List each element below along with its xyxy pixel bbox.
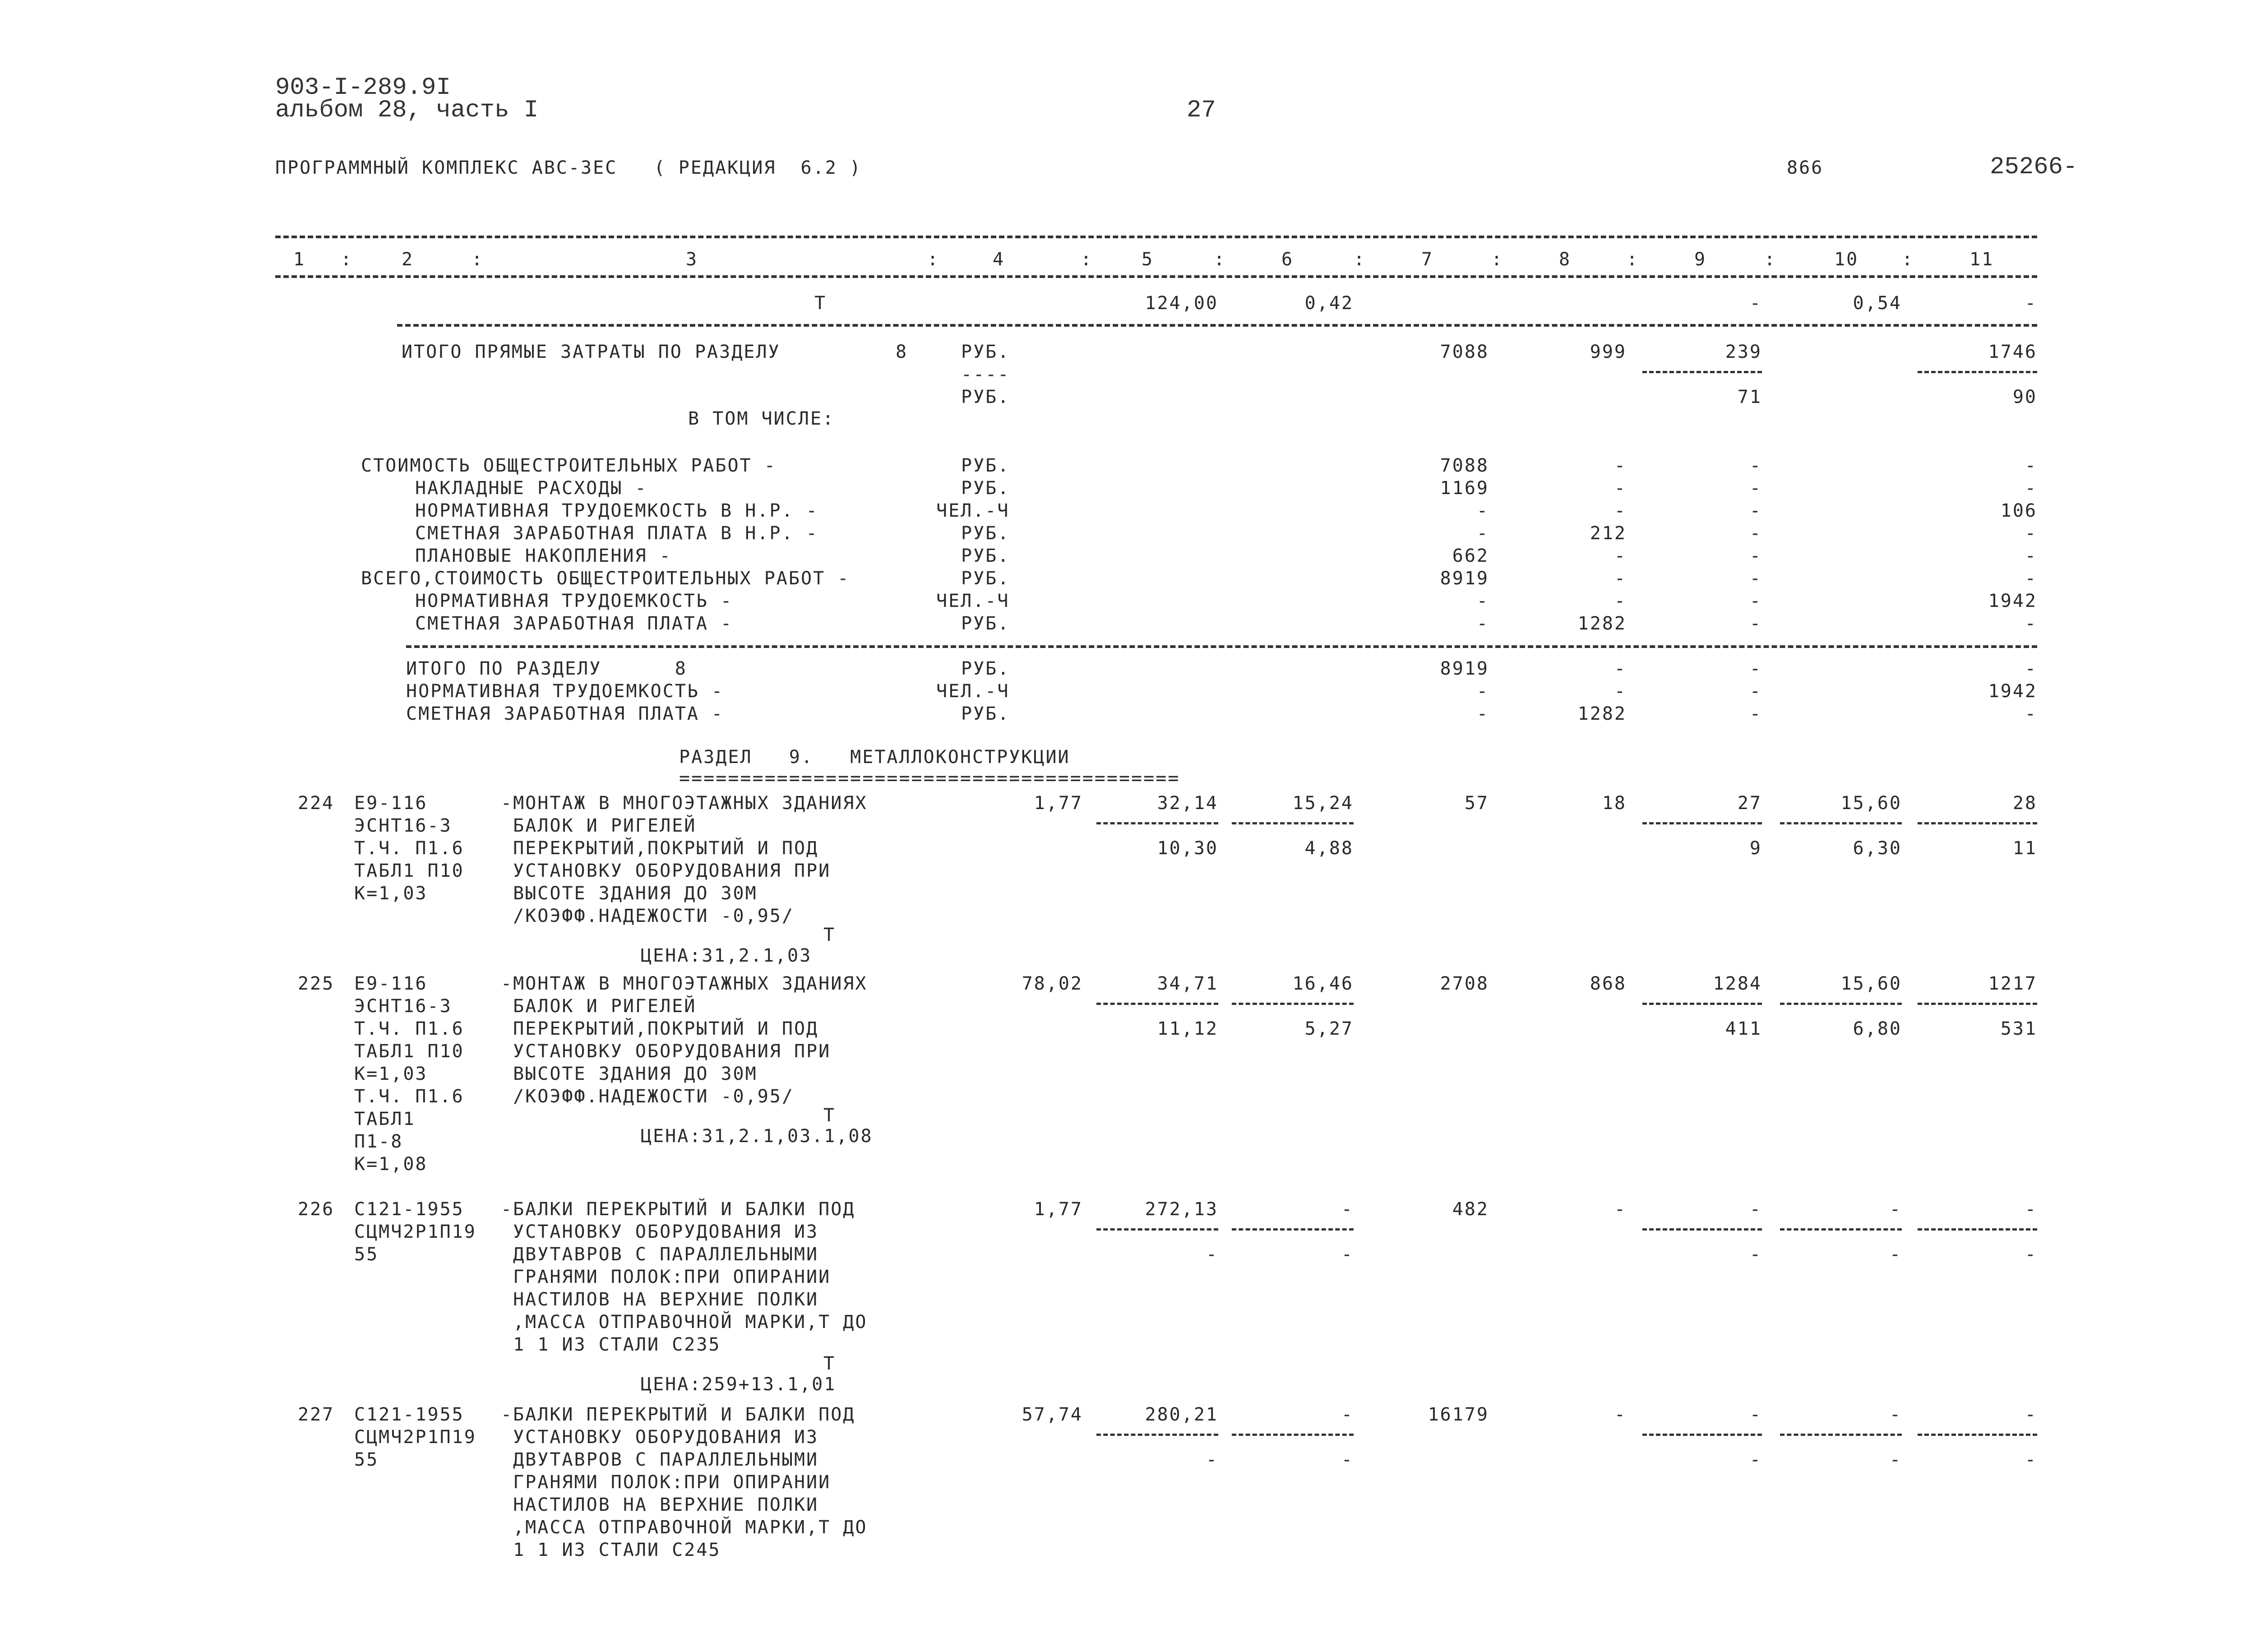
item-c9b-0: 9: [1749, 838, 1762, 859]
item-desc-2-1: УСТАНОВКУ ОБОРУДОВАНИЯ ИЗ: [501, 1222, 819, 1242]
item-c5-1: 34,71: [1157, 973, 1218, 994]
summary-c11-4: -: [2025, 546, 2037, 566]
summary-label-5: ВСЕГО,СТОИМОСТЬ ОБЩЕСТРОИТЕЛЬНЫХ РАБОТ -: [361, 568, 850, 589]
item-desc-3-2: ДВУТАВРОВ С ПАРАЛЛЕЛЬНЫМИ: [501, 1449, 819, 1470]
item-price-1: ЦЕНА:31,2.1,03.1,08: [641, 1126, 873, 1147]
item-rule-c10-0: [1780, 822, 1902, 824]
summary-rule: [406, 645, 2037, 648]
item-c9-0: 27: [1737, 793, 1762, 814]
item-unit-1: Т: [823, 1105, 836, 1126]
summary-unit-0: РУБ.: [961, 455, 1010, 476]
item-code-0-3: ТАБЛ1 П10: [354, 861, 464, 881]
item-unit-0: Т: [823, 925, 836, 945]
item-c10b-3: -: [1889, 1449, 1902, 1470]
summary-unit-7: РУБ.: [961, 613, 1010, 634]
item-rule-c11-0: [1918, 822, 2037, 824]
item-c4-1: 78,02: [1022, 973, 1083, 994]
item-desc-2-5: ,МАССА ОТПРАВОЧНОЙ МАРКИ,Т ДО: [501, 1312, 868, 1333]
item-desc-0-3: УСТАНОВКУ ОБОРУДОВАНИЯ ПРИ: [501, 861, 831, 881]
section-total-c8-1: -: [1614, 681, 1627, 702]
item-desc-3-3: ГРАНЯМИ ПОЛОК:ПРИ ОПИРАНИИ: [501, 1472, 831, 1493]
item-price-0: ЦЕНА:31,2.1,03: [641, 945, 812, 966]
item-c11b-0: 11: [2012, 838, 2037, 859]
column-header-14: 8: [1559, 249, 1572, 270]
item-rule-c9-3: [1642, 1434, 1762, 1436]
item-code-0-1: ЭСНТ16-3: [354, 815, 452, 836]
summary-c11-3: -: [2025, 523, 2037, 544]
item-c6-1: 16,46: [1292, 973, 1354, 994]
section-total-c8-2: 1282: [1577, 703, 1627, 724]
column-header-6: 4: [993, 249, 1005, 270]
section-total-label-2: СМЕТНАЯ ЗАРАБОТНАЯ ПЛАТА -: [406, 703, 724, 724]
item-c8-2: -: [1614, 1199, 1627, 1220]
section-total-unit-2: РУБ.: [961, 703, 1010, 724]
item-desc-1-0: -МОНТАЖ В МНОГОЭТАЖНЫХ ЗДАНИЯХ: [501, 973, 868, 994]
summary-c8-2: -: [1614, 500, 1627, 521]
item-c5b-3: -: [1206, 1449, 1218, 1470]
item-code-1-8: К=1,08: [354, 1154, 428, 1175]
summary-label-2: НОРМАТИВНАЯ ТРУДОЕМКОСТЬ В Н.Р. -: [415, 500, 818, 521]
item-c10-2: -: [1889, 1199, 1902, 1220]
item-number-2: 226: [298, 1199, 335, 1220]
item-rule-c6-1: [1232, 1003, 1354, 1005]
column-header-20: 11: [1969, 249, 1994, 270]
item-desc-3-0: -БАЛКИ ПЕРЕКРЫТИЙ И БАЛКИ ПОД: [501, 1404, 855, 1425]
item-code-1-5: Т.Ч. П1.6: [354, 1086, 464, 1107]
section-9-title: РАЗДЕЛ 9. МЕТАЛЛОКОНСТРУКЦИИ: [679, 747, 1070, 768]
item-c9-1: 1284: [1713, 973, 1762, 994]
item-desc-2-3: ГРАНЯМИ ПОЛОК:ПРИ ОПИРАНИИ: [501, 1267, 831, 1287]
summary-c8-5: -: [1614, 568, 1627, 589]
total-direct-unit: РУБ.: [961, 342, 1010, 362]
item-desc-0-5: /КОЭФФ.НАДЕЖОСТИ -0,95/: [501, 906, 794, 926]
column-header-11: :: [1354, 249, 1366, 270]
program-title: ПРОГРАММНЫЙ КОМПЛЕКС АВС-3ЕС ( РЕДАКЦИЯ 6.2 ): [275, 157, 862, 178]
item-desc-1-5: /КОЭФФ.НАДЕЖОСТИ -0,95/: [501, 1086, 794, 1107]
item-rule-c6-2: [1232, 1228, 1354, 1231]
total-direct-c7: 7088: [1440, 342, 1489, 362]
section-total-label-0: ИТОГО ПО РАЗДЕЛУ 8: [406, 658, 687, 679]
top-row-c11: -: [2025, 293, 2037, 314]
item-c11b-3: -: [2025, 1449, 2037, 1470]
item-rule-c6-0: [1232, 822, 1354, 824]
item-c10b-2: -: [1889, 1244, 1902, 1265]
summary-c8-0: -: [1614, 455, 1627, 476]
item-code-1-7: П1-8: [354, 1131, 403, 1152]
item-c5-2: 272,13: [1145, 1199, 1218, 1220]
item-rule-c11-2: [1918, 1228, 2037, 1231]
summary-c7-0: 7088: [1440, 455, 1489, 476]
item-price-2: ЦЕНА:259+13.1,01: [641, 1374, 837, 1395]
summary-c11-0: -: [2025, 455, 2037, 476]
item-c11b-1: 531: [2000, 1018, 2037, 1039]
item-c8-1: 868: [1590, 973, 1627, 994]
item-c4-0: 1,77: [1034, 793, 1083, 814]
summary-c11-5: -: [2025, 568, 2037, 589]
item-c7-1: 2708: [1440, 973, 1489, 994]
top-row-c9: -: [1749, 293, 1762, 314]
item-c11-3: -: [2025, 1404, 2037, 1425]
total-direct-c11: 1746: [1988, 342, 2037, 362]
header-top-rule: [275, 236, 2037, 238]
item-desc-3-5: ,МАССА ОТПРАВОЧНОЙ МАРКИ,Т ДО: [501, 1517, 868, 1538]
summary-c7-4: 662: [1452, 546, 1489, 566]
column-header-10: 6: [1281, 249, 1294, 270]
summary-label-1: НАКЛАДНЫЕ РАСХОДЫ -: [415, 478, 647, 499]
item-desc-1-3: УСТАНОВКУ ОБОРУДОВАНИЯ ПРИ: [501, 1041, 831, 1062]
summary-c8-6: -: [1614, 591, 1627, 611]
section-total-c7-2: -: [1476, 703, 1489, 724]
item-c10b-0: 6,30: [1853, 838, 1902, 859]
total-direct-label: ИТОГО ПРЯМЫЕ ЗАТРАТЫ ПО РАЗДЕЛУ: [402, 342, 781, 362]
summary-unit-5: РУБ.: [961, 568, 1010, 589]
section-total-unit-1: ЧЕЛ.-Ч: [936, 681, 1010, 702]
item-rule-c9-1: [1642, 1003, 1762, 1005]
summary-c9-1: -: [1749, 478, 1762, 499]
total-direct-c9: 239: [1725, 342, 1762, 362]
column-header-8: 5: [1142, 249, 1154, 270]
item-c10-1: 15,60: [1840, 973, 1902, 994]
item-c10b-1: 6,80: [1853, 1018, 1902, 1039]
item-code-1-0: Е9-116: [354, 973, 428, 994]
including-label: В ТОМ ЧИСЛЕ:: [688, 408, 835, 429]
item-c11-0: 28: [2012, 793, 2037, 814]
top-row-c5: 124,00: [1145, 293, 1218, 314]
item-c6-3: -: [1341, 1404, 1354, 1425]
summary-c11-2: 106: [2000, 500, 2037, 521]
item-rule-c11-1: [1918, 1003, 2037, 1005]
section-9-underline: =========================================: [679, 768, 1180, 789]
item-desc-0-0: -МОНТАЖ В МНОГОЭТАЖНЫХ ЗДАНИЯХ: [501, 793, 868, 814]
item-c7-2: 482: [1452, 1199, 1489, 1220]
item-desc-2-6: 1 1 ИЗ СТАЛИ С235: [501, 1334, 721, 1355]
item-c11-1: 1217: [1988, 973, 2037, 994]
column-header-7: :: [1081, 249, 1093, 270]
summary-c7-7: -: [1476, 613, 1489, 634]
item-c6b-3: -: [1341, 1449, 1354, 1470]
summary-unit-1: РУБ.: [961, 478, 1010, 499]
top-row-rule: [397, 324, 2037, 327]
item-c6b-1: 5,27: [1304, 1018, 1354, 1039]
page-number: 27: [1187, 97, 1216, 124]
total-direct-c8: 999: [1590, 342, 1627, 362]
total-direct-sep: ----: [961, 364, 1010, 385]
item-desc-3-4: НАСТИЛОВ НА ВЕРХНИЕ ПОЛКИ: [501, 1495, 819, 1515]
item-c11-2: -: [2025, 1199, 2037, 1220]
code-b: 25266-: [1990, 153, 2078, 181]
item-c11b-2: -: [2025, 1244, 2037, 1265]
item-c6b-0: 4,88: [1304, 838, 1354, 859]
item-code-2-0: С121-1955: [354, 1199, 464, 1220]
item-number-3: 227: [298, 1404, 335, 1425]
summary-label-6: НОРМАТИВНАЯ ТРУДОЕМКОСТЬ -: [415, 591, 733, 611]
column-header-1: :: [341, 249, 353, 270]
item-c4-3: 57,74: [1022, 1404, 1083, 1425]
item-rule-c9-0: [1642, 822, 1762, 824]
item-code-3-0: С121-1955: [354, 1404, 464, 1425]
total-direct-num: 8: [896, 342, 908, 362]
summary-c9-7: -: [1749, 613, 1762, 634]
section-total-c11-1: 1942: [1988, 681, 2037, 702]
item-c5b-1: 11,12: [1157, 1018, 1218, 1039]
column-header-5: :: [927, 249, 940, 270]
column-header-17: :: [1764, 249, 1777, 270]
total-direct-unit2: РУБ.: [961, 387, 1010, 407]
item-code-3-2: 55: [354, 1449, 379, 1470]
summary-c9-0: -: [1749, 455, 1762, 476]
column-header-4: 3: [686, 249, 698, 270]
item-rule-c11-3: [1918, 1434, 2037, 1436]
item-c4-2: 1,77: [1034, 1199, 1083, 1220]
item-code-1-1: ЭСНТ16-3: [354, 996, 452, 1017]
summary-c7-6: -: [1476, 591, 1489, 611]
item-c9-2: -: [1749, 1199, 1762, 1220]
item-c10-0: 15,60: [1840, 793, 1902, 814]
item-rule-c10-3: [1780, 1434, 1902, 1436]
item-code-2-1: СЦМЧ2Р1П19: [354, 1222, 476, 1242]
summary-label-3: СМЕТНАЯ ЗАРАБОТНАЯ ПЛАТА В Н.Р. -: [415, 523, 818, 544]
summary-c8-1: -: [1614, 478, 1627, 499]
item-desc-0-1: БАЛОК И РИГЕЛЕЙ: [501, 815, 697, 836]
item-desc-1-2: ПЕРЕКРЫТИЙ,ПОКРЫТИЙ И ПОД: [501, 1018, 819, 1039]
section-total-c11-2: -: [2025, 703, 2037, 724]
item-desc-2-4: НАСТИЛОВ НА ВЕРХНИЕ ПОЛКИ: [501, 1289, 819, 1310]
code-a: 866: [1787, 157, 1824, 178]
item-rule-c5-0: [1096, 822, 1218, 824]
total-direct-c11b: 90: [2012, 387, 2037, 407]
summary-c8-7: 1282: [1577, 613, 1627, 634]
summary-c11-6: 1942: [1988, 591, 2037, 611]
column-header-18: 10: [1834, 249, 1859, 270]
item-code-0-0: Е9-116: [354, 793, 428, 814]
summary-c7-2: -: [1476, 500, 1489, 521]
column-header-16: 9: [1694, 249, 1707, 270]
column-header-13: :: [1491, 249, 1504, 270]
item-c5b-2: -: [1206, 1244, 1218, 1265]
top-row-c6: 0,42: [1304, 293, 1354, 314]
summary-label-0: СТОИМОСТЬ ОБЩЕСТРОИТЕЛЬНЫХ РАБОТ -: [361, 455, 777, 476]
summary-c7-3: -: [1476, 523, 1489, 544]
summary-c9-6: -: [1749, 591, 1762, 611]
section-total-c7-0: 8919: [1440, 658, 1489, 679]
summary-c8-4: -: [1614, 546, 1627, 566]
item-desc-2-0: -БАЛКИ ПЕРЕКРЫТИЙ И БАЛКИ ПОД: [501, 1199, 855, 1220]
item-code-0-2: Т.Ч. П1.6: [354, 838, 464, 859]
summary-label-4: ПЛАНОВЫЕ НАКОПЛЕНИЯ -: [415, 546, 672, 566]
item-desc-2-2: ДВУТАВРОВ С ПАРАЛЛЕЛЬНЫМИ: [501, 1244, 819, 1265]
item-desc-1-4: ВЫСОТЕ ЗДАНИЯ ДО 30М: [501, 1064, 758, 1084]
item-c5-3: 280,21: [1145, 1404, 1218, 1425]
header-bottom-rule: [275, 275, 2037, 278]
total-direct-rule-11: [1918, 371, 2037, 373]
item-code-2-2: 55: [354, 1244, 379, 1265]
item-number-0: 224: [298, 793, 335, 814]
summary-unit-6: ЧЕЛ.-Ч: [936, 591, 1010, 611]
section-total-unit-0: РУБ.: [961, 658, 1010, 679]
item-c7-3: 16179: [1428, 1404, 1489, 1425]
item-rule-c5-2: [1096, 1228, 1218, 1231]
album-label: альбом 28, часть I: [275, 97, 539, 124]
summary-c9-2: -: [1749, 500, 1762, 521]
column-header-9: :: [1214, 249, 1226, 270]
item-code-1-3: ТАБЛ1 П10: [354, 1041, 464, 1062]
section-total-c8-0: -: [1614, 658, 1627, 679]
summary-label-7: СМЕТНАЯ ЗАРАБОТНАЯ ПЛАТА -: [415, 613, 733, 634]
item-c9b-3: -: [1749, 1449, 1762, 1470]
section-total-label-1: НОРМАТИВНАЯ ТРУДОЕМКОСТЬ -: [406, 681, 724, 702]
item-c5-0: 32,14: [1157, 793, 1218, 814]
column-header-2: 2: [402, 249, 414, 270]
item-rule-c5-3: [1096, 1434, 1218, 1436]
item-rule-c9-2: [1642, 1228, 1762, 1231]
item-desc-3-1: УСТАНОВКУ ОБОРУДОВАНИЯ ИЗ: [501, 1427, 819, 1448]
item-desc-1-1: БАЛОК И РИГЕЛЕЙ: [501, 996, 697, 1017]
item-c5b-0: 10,30: [1157, 838, 1218, 859]
doc-code: 903-I-289.9I: [275, 74, 451, 102]
item-rule-c5-1: [1096, 1003, 1218, 1005]
column-header-0: 1: [293, 249, 306, 270]
total-direct-c9b: 71: [1737, 387, 1762, 407]
total-direct-rule-9: [1642, 371, 1762, 373]
summary-unit-4: РУБ.: [961, 546, 1010, 566]
summary-unit-3: РУБ.: [961, 523, 1010, 544]
column-header-15: :: [1627, 249, 1639, 270]
item-code-1-2: Т.Ч. П1.6: [354, 1018, 464, 1039]
section-total-c9-2: -: [1749, 703, 1762, 724]
item-rule-c10-1: [1780, 1003, 1902, 1005]
item-rule-c6-3: [1232, 1434, 1354, 1436]
item-number-1: 225: [298, 973, 335, 994]
item-c9b-1: 411: [1725, 1018, 1762, 1039]
summary-c8-3: 212: [1590, 523, 1627, 544]
summary-c9-5: -: [1749, 568, 1762, 589]
item-rule-c10-2: [1780, 1228, 1902, 1231]
column-header-12: 7: [1421, 249, 1434, 270]
item-code-3-1: СЦМЧ2Р1П19: [354, 1427, 476, 1448]
section-total-c9-1: -: [1749, 681, 1762, 702]
item-code-1-4: К=1,03: [354, 1064, 428, 1084]
summary-c7-1: 1169: [1440, 478, 1489, 499]
item-c6b-2: -: [1341, 1244, 1354, 1265]
summary-c9-3: -: [1749, 523, 1762, 544]
section-total-c9-0: -: [1749, 658, 1762, 679]
item-unit-2: Т: [823, 1353, 836, 1374]
summary-c7-5: 8919: [1440, 568, 1489, 589]
item-c7-0: 57: [1464, 793, 1489, 814]
top-row-c10: 0,54: [1853, 293, 1902, 314]
item-code-1-6: ТАБЛ1: [354, 1109, 416, 1129]
summary-c9-4: -: [1749, 546, 1762, 566]
item-c6-2: -: [1341, 1199, 1354, 1220]
item-c9-3: -: [1749, 1404, 1762, 1425]
item-desc-0-4: ВЫСОТЕ ЗДАНИЯ ДО 30М: [501, 883, 758, 904]
summary-c11-7: -: [2025, 613, 2037, 634]
section-total-c11-0: -: [2025, 658, 2037, 679]
top-row-unit: Т: [814, 293, 827, 314]
item-c8-0: 18: [1602, 793, 1627, 814]
section-total-c7-1: -: [1476, 681, 1489, 702]
item-desc-0-2: ПЕРЕКРЫТИЙ,ПОКРЫТИЙ И ПОД: [501, 838, 819, 859]
column-header-19: :: [1902, 249, 1914, 270]
item-desc-3-6: 1 1 ИЗ СТАЛИ С245: [501, 1540, 721, 1560]
item-code-0-4: К=1,03: [354, 883, 428, 904]
summary-c11-1: -: [2025, 478, 2037, 499]
summary-unit-2: ЧЕЛ.-Ч: [936, 500, 1010, 521]
item-c9b-2: -: [1749, 1244, 1762, 1265]
item-c8-3: -: [1614, 1404, 1627, 1425]
item-c10-3: -: [1889, 1404, 1902, 1425]
column-header-3: :: [472, 249, 484, 270]
item-c6-0: 15,24: [1292, 793, 1354, 814]
